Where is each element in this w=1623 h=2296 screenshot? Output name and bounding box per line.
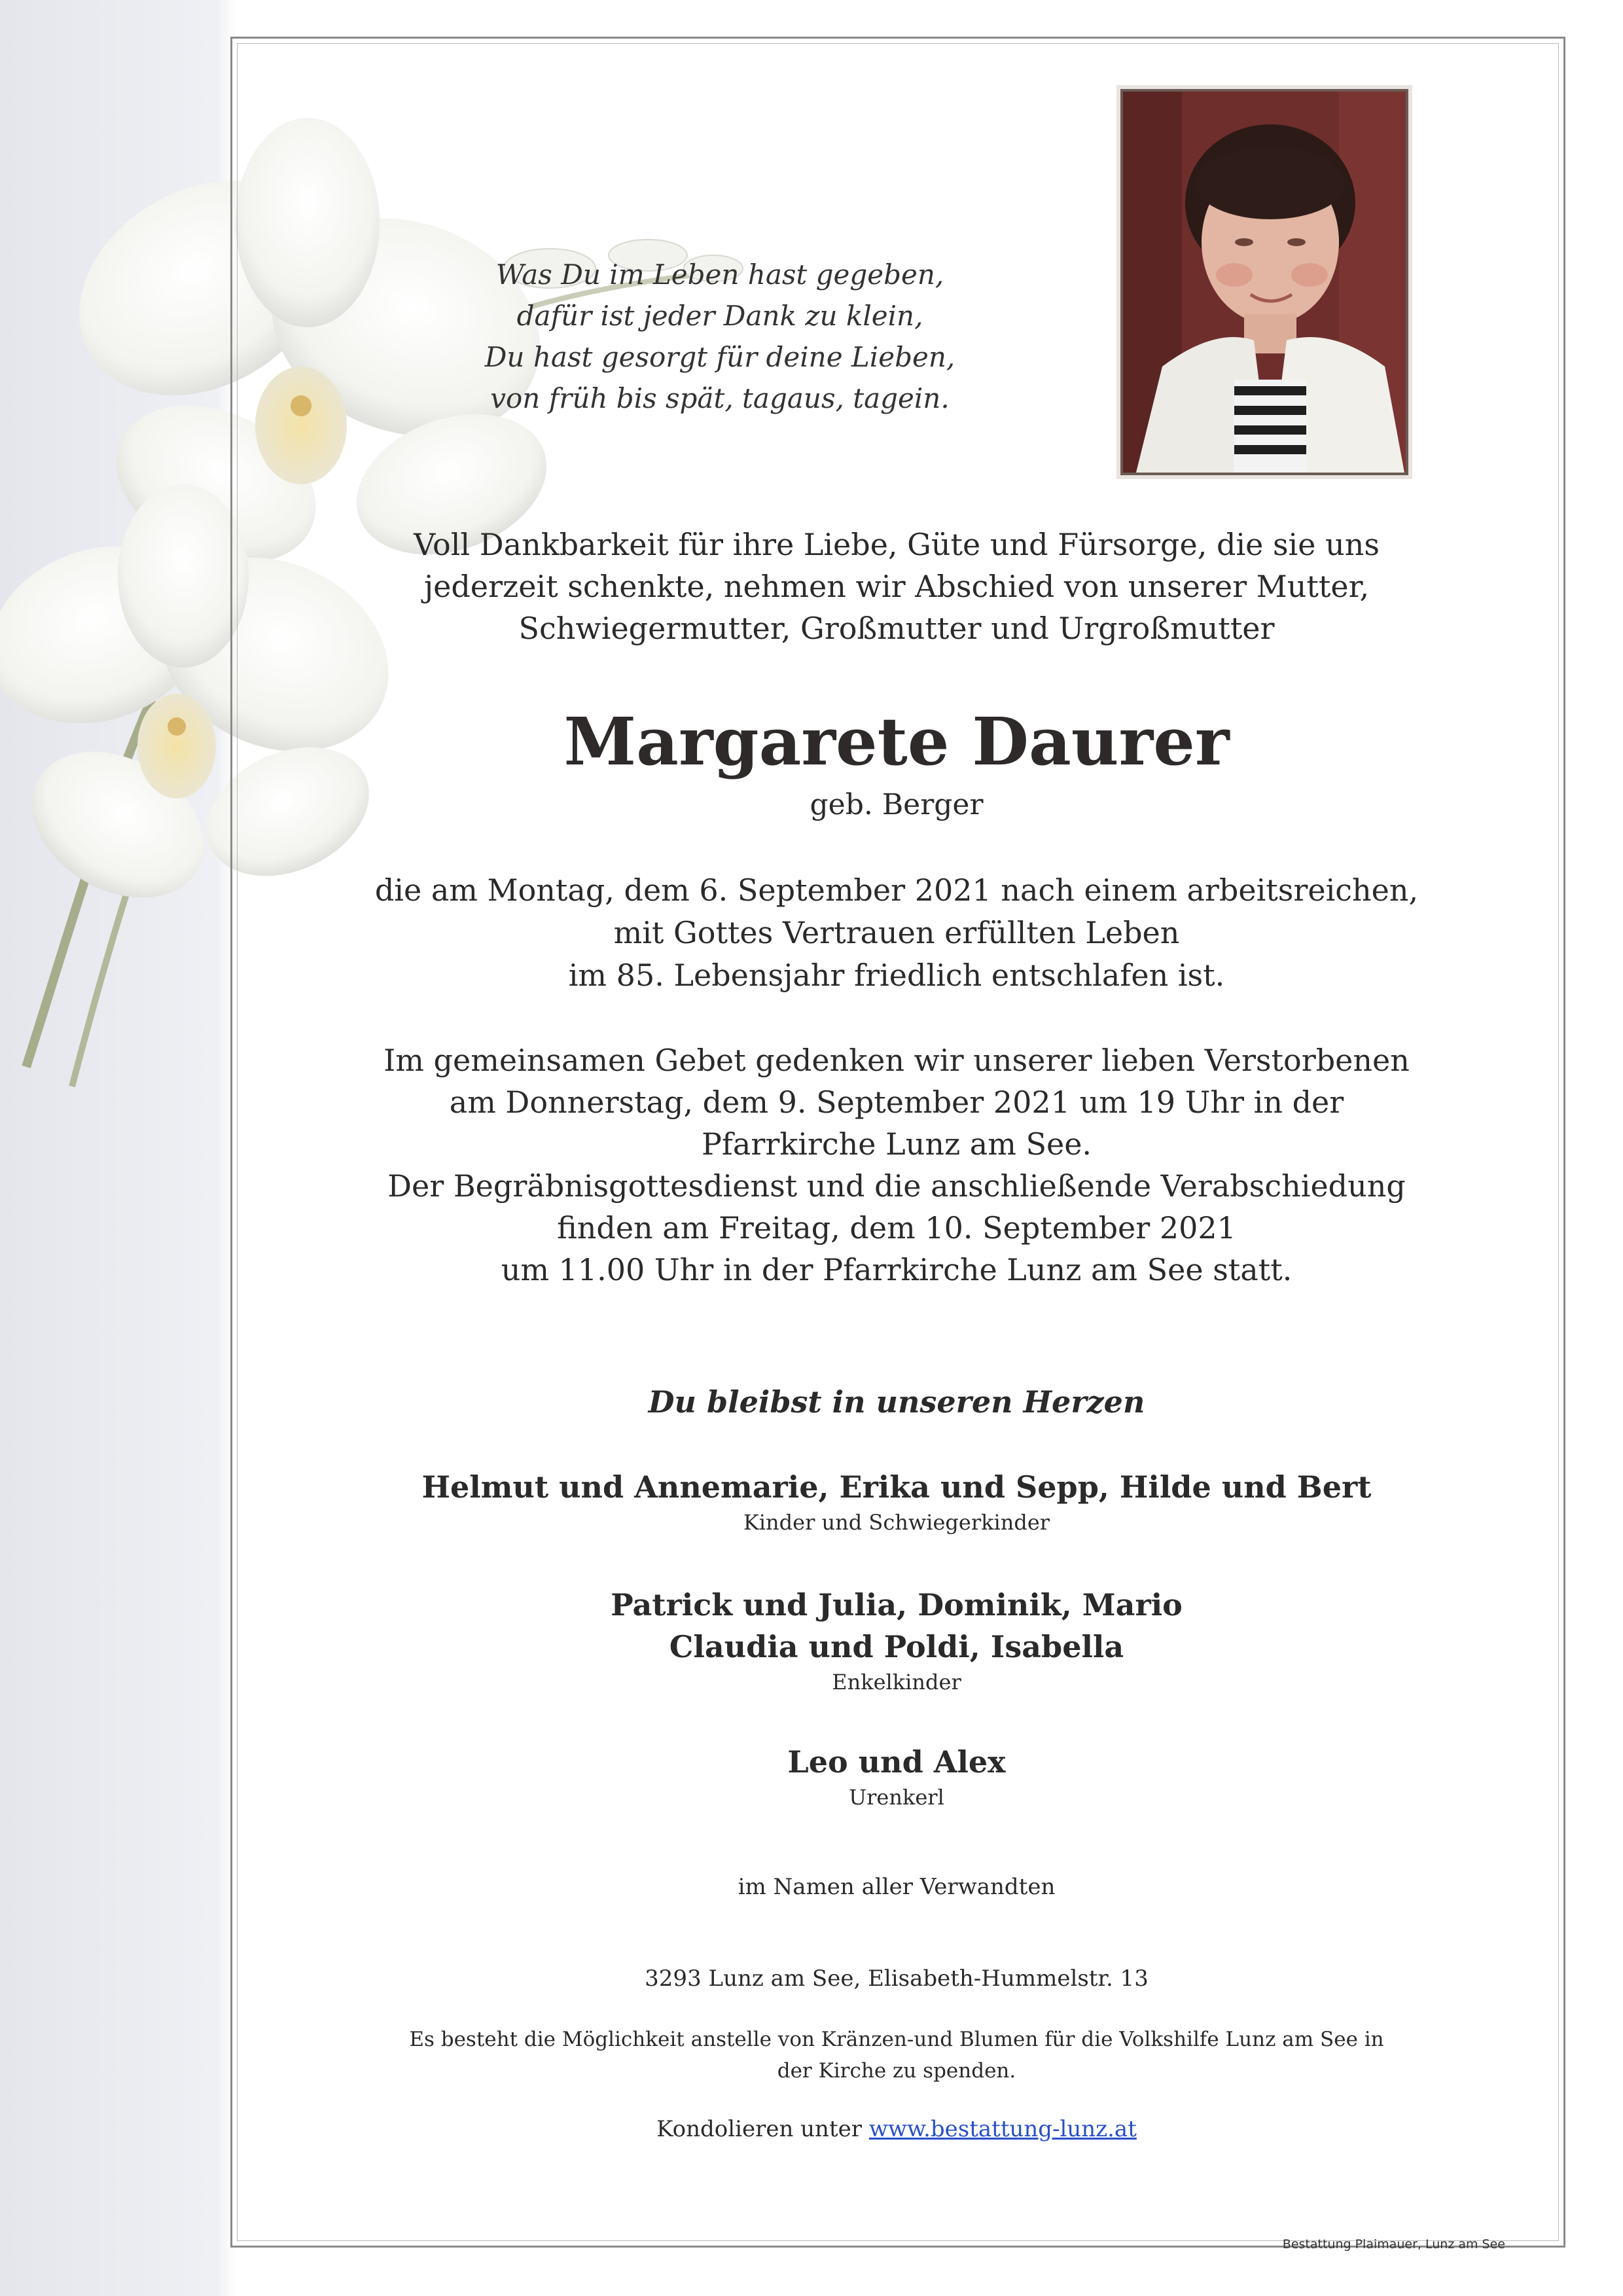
service-line: Pfarrkirche Lunz am See. (701, 1126, 1092, 1162)
condolence-link[interactable]: www.bestattung-lunz.at (868, 2116, 1137, 2142)
mourner-relation: Urenkerl (849, 1785, 944, 1810)
intro-line: jederzeit schenkte, nehmen wir Abschied von unserer Mutter, (423, 569, 1370, 604)
service-line: um 11.00 Uhr in der Pfarrkirche Lunz am See statt. (501, 1252, 1293, 1287)
mourner-group-great-grandchildren (262, 1741, 1531, 1812)
poem-line: Was Du im Leben hast gegeben, (495, 259, 944, 291)
condolence-prefix: Kondolieren unter (656, 2116, 869, 2142)
birth-name: geb. Berger (810, 788, 984, 821)
poem-line: Du hast gesorgt für deine Lieben, (484, 341, 955, 373)
service-line: finden am Freitag, dem 10. September 2021 (557, 1210, 1236, 1246)
family-address: 3293 Lunz am See, Elisabeth-Hummelstr. 13 (645, 1965, 1149, 1992)
mourner-relation: Enkelkinder (832, 1670, 961, 1695)
donation-line: Es besteht die Möglichkeit anstelle von Kränzen-und Blumen für die Volkshilfe Lunz am See in (409, 2028, 1384, 2051)
intro-line: Schwiegermutter, Großmutter und Urgroßmutter (518, 611, 1275, 646)
deceased-name: Margarete Daurer (563, 703, 1230, 780)
death-notice (262, 869, 1531, 997)
poem (445, 254, 995, 419)
mourner-relation: Kinder und Schwiegerkinder (743, 1510, 1050, 1535)
portrait-photo (1120, 89, 1408, 475)
intro-paragraph (262, 524, 1531, 649)
service-line: Im gemeinsamen Gebet gedenken wir unserer lieben Verstorbenen (383, 1043, 1410, 1078)
donation-note (262, 2024, 1531, 2087)
death-notice-line: im 85. Lebensjahr friedlich entschlafen ist. (568, 958, 1225, 993)
on-behalf-line: im Namen aller Verwandten (738, 1874, 1056, 1900)
service-line: am Donnerstag, dem 9. September 2021 um 19 Uhr in der (449, 1085, 1344, 1120)
service-line: Der Begräbnisgottesdienst und die anschließende Verabschiedung (387, 1168, 1406, 1204)
mourner-group-children (262, 1466, 1531, 1537)
mourner-names: Patrick und Julia, Dominik, Mario (611, 1587, 1183, 1623)
mourner-group-grandchildren (262, 1584, 1531, 1696)
mourner-names: Claudia und Poldi, Isabella (669, 1629, 1124, 1664)
funeral-home-credit: Bestattung Plaimauer, Lunz am See (1282, 2237, 1505, 2251)
death-notice-line: die am Montag, dem 6. September 2021 nach einem arbeitsreichen, (374, 872, 1419, 908)
poem-line: von früh bis spät, tagaus, tagein. (490, 382, 950, 414)
poem-line: dafür ist jeder Dank zu klein, (516, 300, 923, 332)
service-details (262, 1039, 1531, 1291)
death-notice-line: mit Gottes Vertrauen erfüllten Leben (613, 915, 1180, 950)
mourner-names: Helmut und Annemarie, Erika und Sepp, Hilde und Bert (421, 1469, 1372, 1505)
mourner-names: Leo und Alex (787, 1744, 1006, 1780)
intro-line: Voll Dankbarkeit für ihre Liebe, Güte und Fürsorge, die sie uns (414, 527, 1380, 562)
motto: Du bleibst in unseren Herzen (648, 1384, 1145, 1420)
donation-line: der Kirche zu spenden. (777, 2059, 1016, 2083)
condolence-line (262, 2114, 1531, 2144)
